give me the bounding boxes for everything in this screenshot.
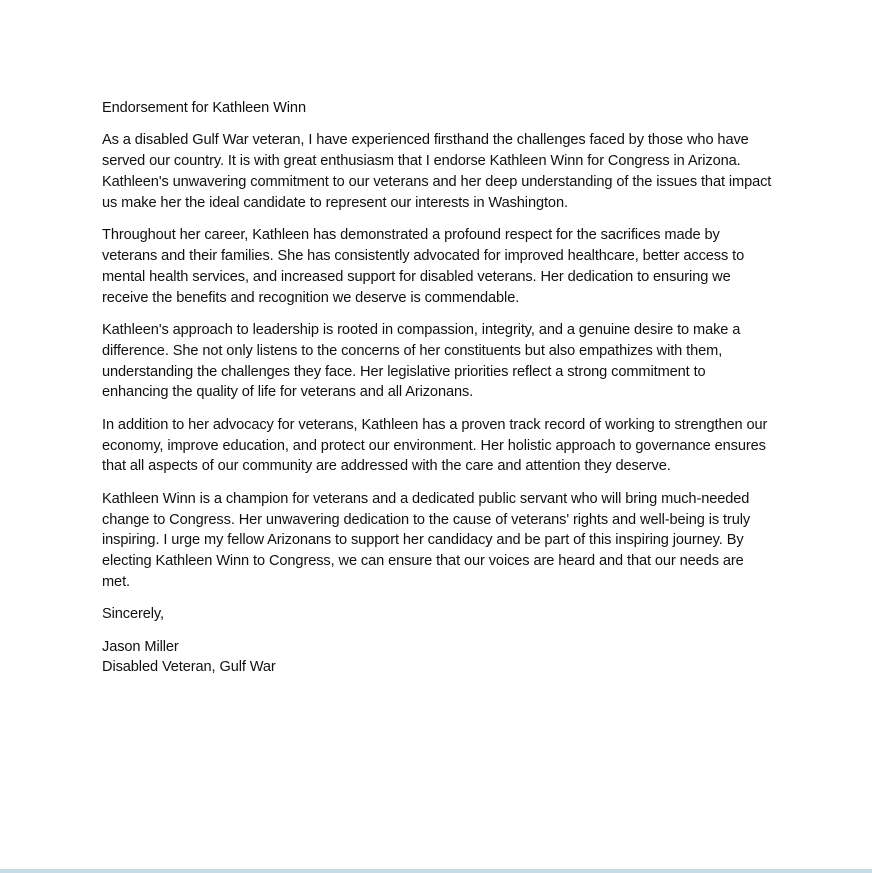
letter-paragraph-3: Kathleen's approach to leadership is rooted in compassion, integrity, and a genuine desire to make a difference. She not only listens to the concerns of her constituents but also empathizes with them, understanding the challenges they face. Her legislative priorities reflect a strong commitment to enhancing the quality of life for veterans and all Arizonans. [102,321,741,401]
letter-paragraph-4: In addition to her advocacy for veterans, Kathleen has a proven track record of working to strengthen our economy, improve education, and protect our environment. Her holistic approach to governance ensures that all aspects of our community are addressed with the care and attention they deserve. [102,416,768,475]
letter-paragraph-2: Throughout her career, Kathleen has demonstrated a profound respect for the sacrifices made by veterans and their families. She has consistently advocated for improved healthcare, better access to mental health services, and increased support for disabled veterans. Her dedication to ensuring we receive the benefits and recognition we deserve is commendable. [102,227,745,306]
signature-name: Jason Miller [102,638,179,655]
letter-paragraph-1: As a disabled Gulf War veteran, I have experienced firsthand the challenges faced by those who have served our country. It is with great enthusiasm that I endorse Kathleen Winn for Congress in Arizona. Kathleen's unwavering commitment to our veterans and her deep understanding of the issues that impact us make her the ideal candidate to represent our interests in Washington. [102,132,772,211]
endorsement-letter [102,98,774,690]
letter-closing: Sincerely, [102,606,164,623]
page-bottom-border [0,869,872,873]
signature-title: Disabled Veteran, Gulf War [102,659,276,676]
signature-block [102,637,774,679]
letter-paragraph-5: Kathleen Winn is a champion for veterans and a dedicated public servant who will bring much-needed change to Congress. Her unwavering dedication to the cause of veterans' rights and well-being is truly inspiring. I urge my fellow Arizonans to support her candidacy and be part of this inspiring journey. By electing Kathleen Winn to Congress, we can ensure that our voices are heard and that our needs are met. [102,490,751,590]
letter-title: Endorsement for Kathleen Winn [102,100,306,116]
